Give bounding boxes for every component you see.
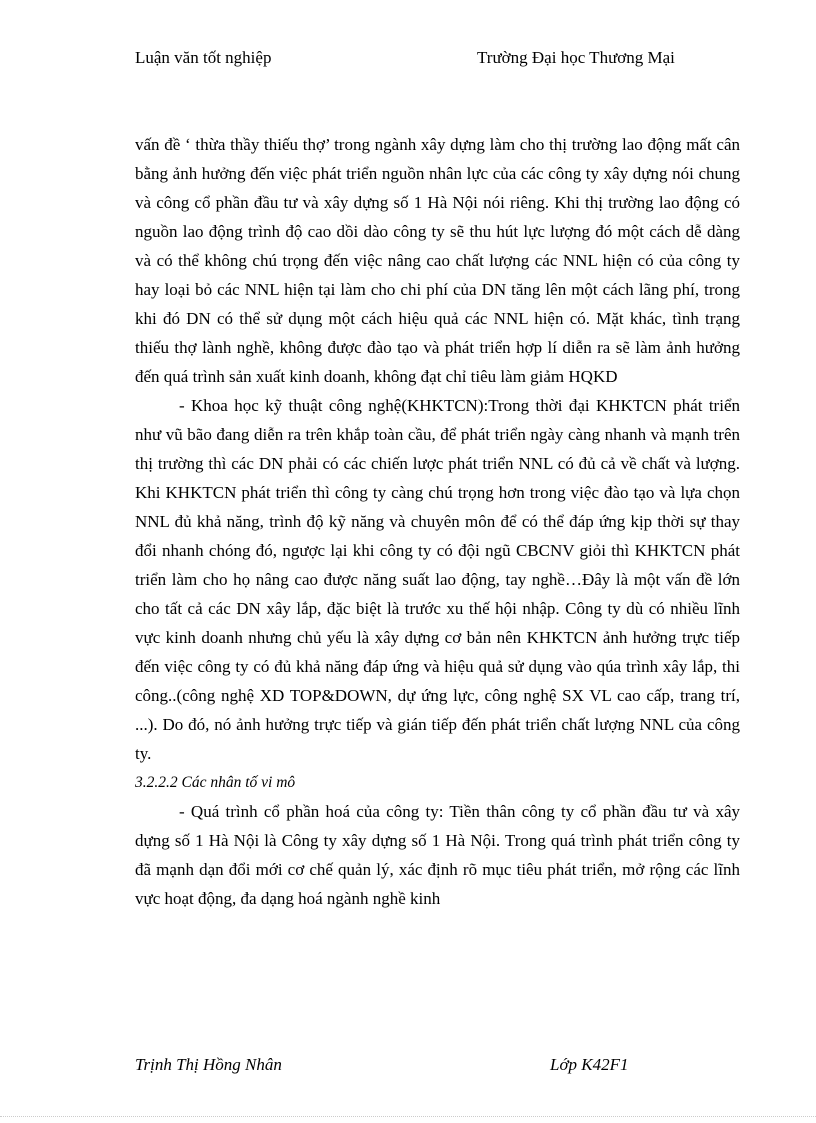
footer-author-name: Trịnh Thị Hồng Nhân bbox=[135, 1055, 282, 1074]
paragraph-labor-market: vấn đề ‘ thừa thầy thiếu thợ’ trong ngành xây dựng làm cho thị trường lao động mất cân bằng ảnh hưởng đến việc phát triển nguồn nhân lực của các công ty xây dựng nói chung và công cổ phần đầu tư và xây dựng số 1 Hà Nội nói riêng. Khi thị trường lao động có nguồn lao động trình độ cao dồi dào công ty sẽ thu hút lực lượng đó một cách dễ dàng và có thể không chú trọng đến việc nâng cao chất lượng các NNL hiện có của công ty hay loại bỏ các NNL hiện tại làm cho chi phí của DN tăng lên một cách lãng phí, trong khi đó DN có thể sử dụng một cách hiệu quả các NNL hiện có. Mặt khác, tình trạng thiếu thợ lành nghề, không được đào tạo và phát triển hợp lí diễn ra sẽ làm ảnh hưởng đến quá trình sản xuất kinh doanh, không đạt chỉ tiêu làm giảm HQKD bbox=[135, 135, 740, 386]
page-header bbox=[135, 48, 703, 74]
header-thesis-label: Luận văn tốt nghiệp bbox=[135, 48, 272, 67]
page-footer bbox=[135, 1055, 703, 1081]
paragraph-technology: - Khoa học kỹ thuật công nghệ(KHKTCN):Trong thời đại KHKTCN phát triển như vũ bão đang diễn ra trên khắp toàn cầu, để phát triển ngày càng nhanh và mạnh trên thị trường thì các DN phải có các chiến lược phát triển NNL có đủ cả về chất và lượng. Khi KHKTCN phát triển thì công ty càng chú trọng hơn trong việc đào tạo và lựa chọn NNL đủ khả năng, trình độ kỹ năng và chuyên môn để có thể đáp ứng kịp thời sự thay đổi nhanh chóng đó, ngược lại khi công ty có đội ngũ CBCNV giỏi thì KHKTCN phát triển làm cho họ nâng cao được năng suất lao động, tay nghề…Đây là một vấn đề lớn cho tất cả các DN xây lắp, đặc biệt là trước xu thế hội nhập. Công ty dù có nhiều lĩnh vực kinh doanh nhưng chủ yếu là xây dựng cơ bản nên KHKTCN ảnh hưởng trực tiếp đến việc công ty có đủ khả năng đáp ứng và hiệu quả sử dụng vào qúa trình xây lắp, thi công..(công nghệ XD TOP&DOWN, dự ứng lực, công nghệ SX VL cao cấp, trang trí, ...). Do đó, nó ảnh hưởng trực tiếp và gián tiếp đến phát triển chất lượng NNL của công ty. bbox=[135, 396, 740, 763]
page-bottom-edge bbox=[0, 1116, 816, 1118]
section-heading: 3.2.2.2 Các nhân tố vi mô bbox=[135, 774, 296, 791]
document-body bbox=[135, 130, 740, 913]
footer-class-code: Lớp K42F1 bbox=[550, 1055, 629, 1074]
header-university-name: Trường Đại học Thương Mại bbox=[477, 48, 675, 67]
paragraph-equitization: - Quá trình cổ phần hoá của công ty: Tiền thân công ty cổ phần đầu tư và xây dựng số 1 Hà Nội là Công ty xây dựng số 1 Hà Nội. Trong quá trình phát triển công ty đã mạnh dạn đổi mới cơ chế quản lý, xác định rõ mục tiêu phát triển, mở rộng các lĩnh vực hoạt động, đa dạng hoá ngành nghề kinh bbox=[135, 802, 740, 908]
